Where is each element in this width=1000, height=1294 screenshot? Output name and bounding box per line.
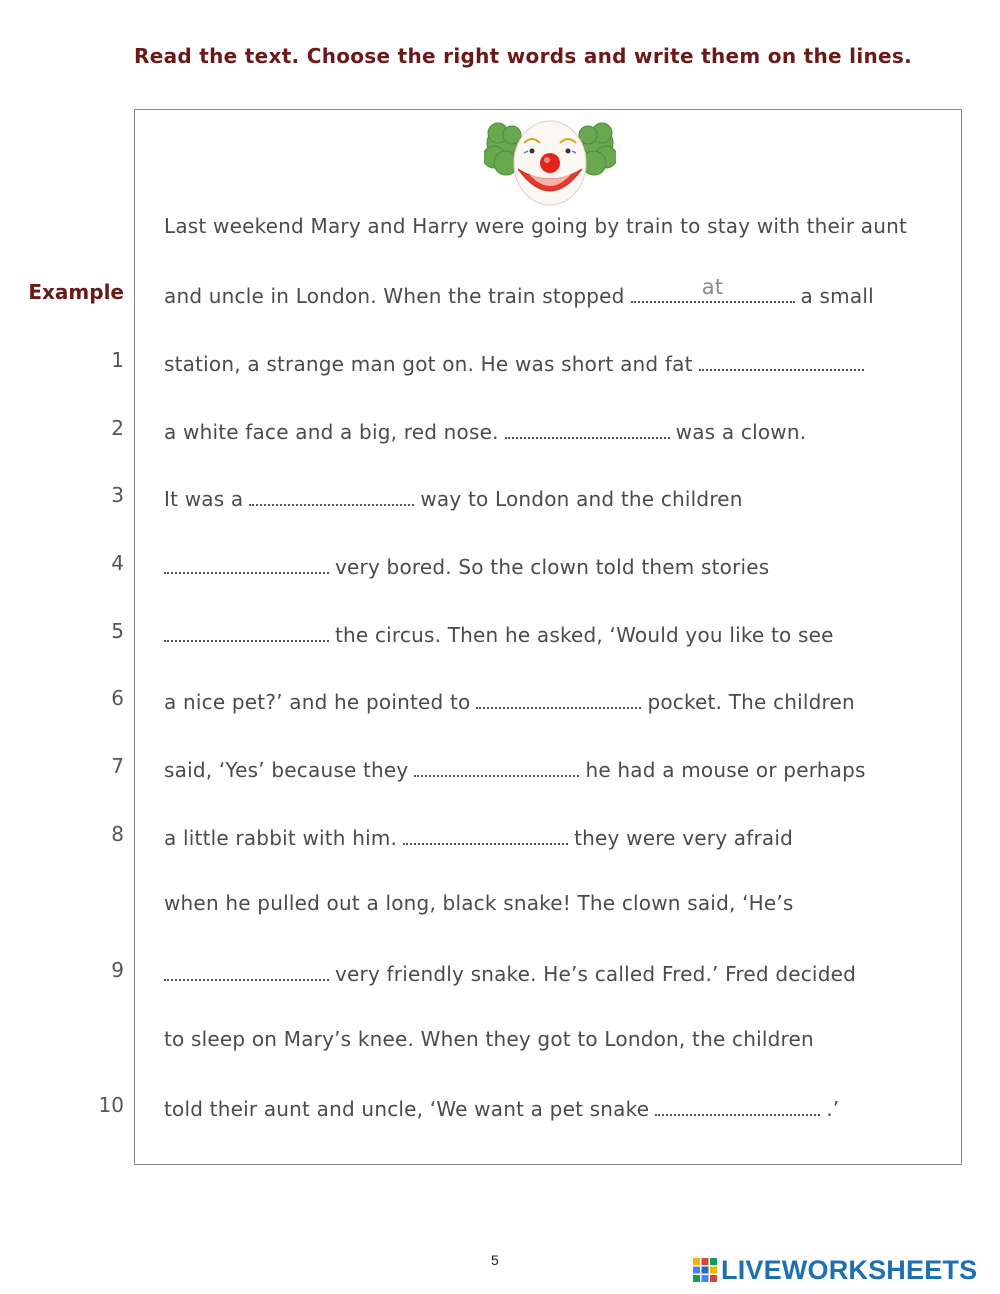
liveworksheets-logo[interactable] bbox=[692, 1255, 977, 1285]
clown-face-icon bbox=[484, 113, 616, 209]
text-line-9 bbox=[164, 959, 856, 986]
question-number-2: 2 bbox=[111, 416, 124, 440]
answer-blank-10[interactable] bbox=[655, 1094, 820, 1116]
text-segment: way to London and the children bbox=[420, 487, 743, 511]
answer-blank-9[interactable] bbox=[164, 959, 329, 981]
text-line-3 bbox=[164, 484, 743, 511]
text-segment: pocket. The children bbox=[647, 690, 855, 714]
text-line-2 bbox=[164, 417, 806, 444]
question-number-5: 5 bbox=[111, 619, 124, 643]
text-segment: Last weekend Mary and Harry were going by train to stay with their aunt bbox=[164, 214, 908, 238]
text-line-4 bbox=[164, 552, 769, 579]
text-segment: they were very afraid bbox=[574, 826, 794, 850]
text-line-7 bbox=[164, 755, 866, 782]
answer-blank-4[interactable] bbox=[164, 552, 329, 574]
instructions-heading: Read the text. Choose the right words and write them on the lines. bbox=[134, 44, 912, 68]
text-segment: a white face and a big, red nose. bbox=[164, 420, 499, 444]
question-number-1: 1 bbox=[111, 348, 124, 372]
text-segment: very friendly snake. He’s called Fred.’ Fred decided bbox=[335, 962, 856, 986]
text-line-8 bbox=[164, 823, 793, 850]
text-segment: It was a bbox=[164, 487, 244, 511]
liveworksheets-logo-icon bbox=[692, 1257, 718, 1283]
answer-blank-3[interactable] bbox=[249, 484, 414, 506]
text-segment: told their aunt and uncle, ‘We want a pet snake bbox=[164, 1097, 650, 1121]
liveworksheets-wordmark: LIVEWORKSHEETS bbox=[721, 1255, 978, 1285]
question-number-4: 4 bbox=[111, 551, 124, 575]
question-number-6: 6 bbox=[111, 686, 124, 710]
answer-blank-5[interactable] bbox=[164, 620, 329, 642]
answer-blank-1[interactable] bbox=[699, 349, 864, 371]
example-label: Example bbox=[28, 280, 124, 304]
text-line bbox=[164, 891, 794, 915]
text-segment: when he pulled out a long, black snake! The clown said, ‘He’s bbox=[164, 891, 794, 915]
text-segment: was a clown. bbox=[675, 420, 807, 444]
text-segment: said, ‘Yes’ because they bbox=[164, 758, 409, 782]
text-line-10 bbox=[164, 1094, 839, 1121]
page-number: 5 bbox=[491, 1252, 499, 1268]
answer-blank-8[interactable] bbox=[403, 823, 568, 845]
text-line bbox=[164, 214, 907, 238]
question-number-10: 10 bbox=[98, 1093, 124, 1117]
question-number-7: 7 bbox=[111, 754, 124, 778]
answer-blank-2[interactable] bbox=[505, 417, 670, 439]
text-segment: to sleep on Mary’s knee. When they got to London, the children bbox=[164, 1027, 814, 1051]
text-segment: very bored. So the clown told them stories bbox=[335, 555, 770, 579]
answer-blank-6[interactable] bbox=[476, 687, 641, 709]
text-segment: the circus. Then he asked, ‘Would you like to see bbox=[335, 623, 834, 647]
example-answer: at bbox=[701, 275, 724, 299]
example-answer-blank bbox=[631, 275, 795, 303]
text-segment: he had a mouse or perhaps bbox=[585, 758, 866, 782]
text-line-5 bbox=[164, 620, 834, 647]
text-line-example bbox=[164, 275, 874, 308]
text-segment: a small bbox=[800, 284, 874, 308]
question-number-9: 9 bbox=[111, 958, 124, 982]
text-segment: a nice pet?’ and he pointed to bbox=[164, 690, 471, 714]
text-segment: station, a strange man got on. He was short and fat bbox=[164, 352, 693, 376]
text-line-1 bbox=[164, 349, 870, 376]
text-segment: .’ bbox=[826, 1097, 840, 1121]
question-number-3: 3 bbox=[111, 483, 124, 507]
text-segment: a little rabbit with him. bbox=[164, 826, 398, 850]
text-line bbox=[164, 1027, 814, 1051]
text-segment: and uncle in London. When the train stopped bbox=[164, 284, 625, 308]
answer-blank-7[interactable] bbox=[414, 755, 579, 777]
text-line-6 bbox=[164, 687, 855, 714]
question-number-8: 8 bbox=[111, 822, 124, 846]
